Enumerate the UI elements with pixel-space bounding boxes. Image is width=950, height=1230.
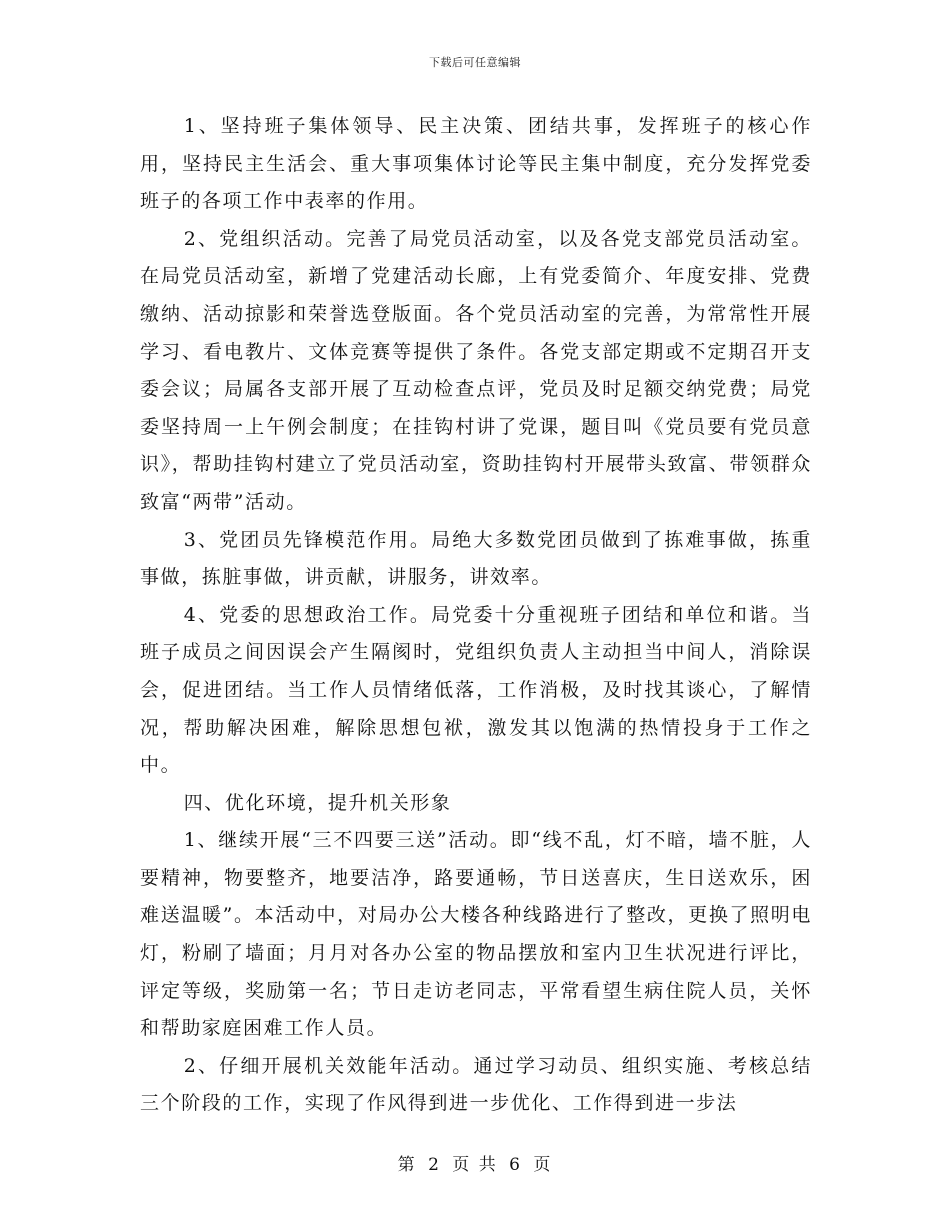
footer-middle: 页 共	[452, 1155, 498, 1175]
paragraph-1: 1、坚持班子集体领导、民主决策、团结共事，发挥班子的核心作用，坚持民主生活会、重大事项集体讨论等民主集中制度，充分发挥党委班子的各项工作中表率的作用。	[140, 115, 812, 213]
page-footer	[0, 1150, 950, 1175]
document-body	[140, 108, 812, 1123]
paragraph-6: 2、仔细开展机关效能年活动。通过学习动员、组织实施、考核总结三个阶段的工作，实现了作风得到进一步优化、工作得到进一步法	[140, 1054, 812, 1115]
paragraph-2: 2、党组织活动。完善了局党员活动室，以及各党支部党员活动室。在局党员活动室，新增了党建活动长廊，上有党委简介、年度安排、党费缴纳、活动掠影和荣誉选登版面。各个党员活动室的完善，为常常性开展学习、看电教片、文体竞赛等提供了条件。各党支部定期或不定期召开支委会议；局属各支部开展了互动检查点评，党员及时足额交纳党费；局党委坚持周一上午例会制度；在挂钩村讲了党课，题目叫《党员要有党员意识》，帮助挂钩村建立了党员活动室，资助挂钩村开展带头致富、带领群众致富“两带”活动。	[140, 227, 812, 513]
footer-prefix: 第	[397, 1155, 417, 1175]
paragraph-3: 3、党团员先锋模范作用。局绝大多数党团员做到了拣难事做，拣重事做，拣脏事做，讲贡献，讲服务，讲效率。	[140, 528, 812, 589]
section-heading: 四、优化环境，提升机关形象	[183, 791, 452, 814]
footer-page-number: 2	[428, 1155, 441, 1175]
footer-suffix: 页	[533, 1155, 553, 1175]
footer-total-pages: 6	[509, 1155, 522, 1175]
paragraph-5: 1、继续开展“三不四要三送”活动。即“线不乱，灯不暗，墙不脏，人要精神，物要整齐，地要洁净，路要通畅，节日送喜庆，生日送欢乐，困难送温暖”。本活动中，对局办公大楼各种线路进行了整改，更换了照明电灯，粉刷了墙面；月月对各办公室的物品摆放和室内卫生状况进行评比，评定等级，奖励第一名；节日走访老同志，平常看望生病住院人员，关怀和帮助家庭困难工作人员。	[140, 829, 812, 1040]
paragraph-4: 4、党委的思想政治工作。局党委十分重视班子团结和单位和谐。当班子成员之间因误会产生隔阂时，党组织负责人主动担当中间人，消除误会，促进团结。当工作人员情绪低落，工作消极，及时找其谈心，了解情况，帮助解决困难，解除思想包袱，激发其以饱满的热情投身于工作之中。	[140, 603, 812, 777]
page-header: 下载后可任意编辑	[429, 56, 521, 69]
